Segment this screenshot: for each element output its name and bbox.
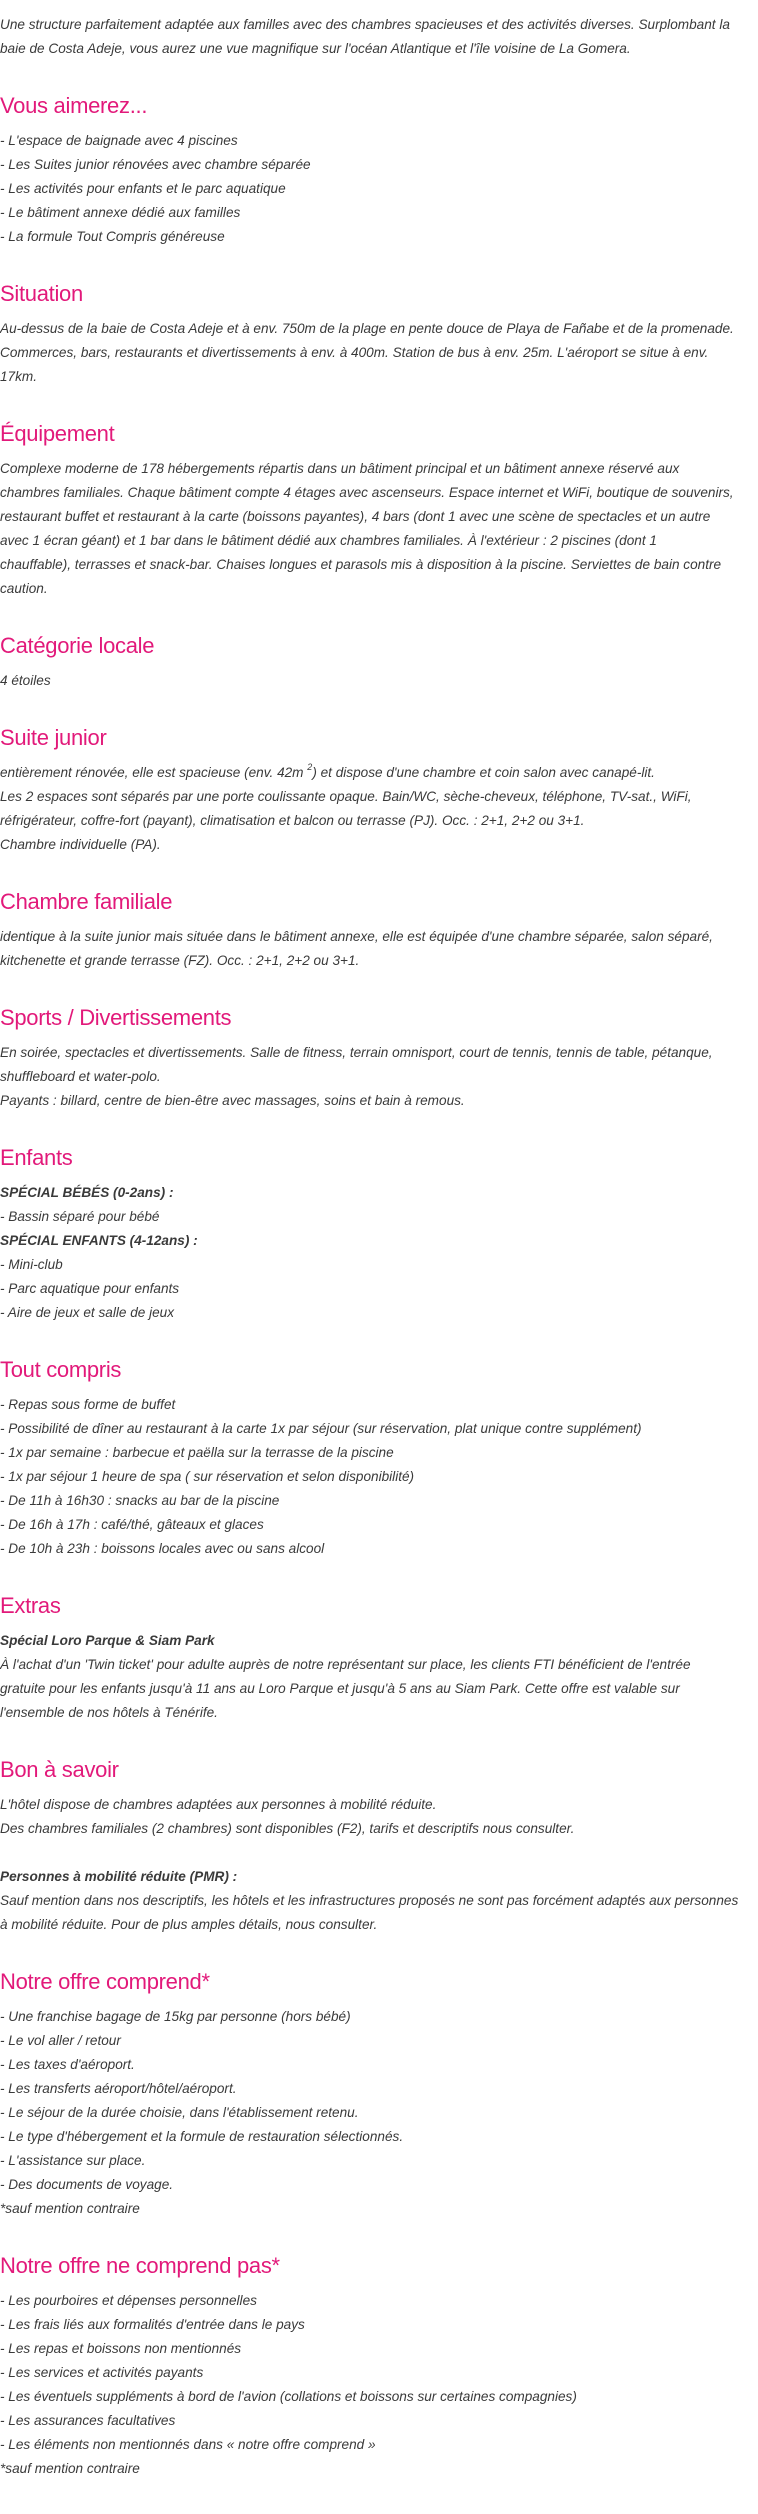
section-title: Suite junior [0, 725, 107, 750]
text-line: Complexe moderne de 178 hébergements répartis dans un bâtiment principal et un bâtiment annexe réservé aux [0, 461, 680, 476]
footnote: *sauf mention contraire [0, 2201, 140, 2216]
text-line: 4 étoiles [0, 673, 51, 688]
section-title: Vous aimerez... [0, 93, 148, 118]
text-line: Des chambres familiales (2 chambres) sont disponibles (F2), tarifs et descriptifs nous consulter. [0, 1821, 575, 1836]
list-item: - Parc aquatique pour enfants [0, 1281, 180, 1296]
section-category [0, 631, 758, 693]
text-line: caution. [0, 581, 48, 596]
list-item: - Les transferts aéroport/hôtel/aéroport. [0, 2081, 237, 2096]
section-good-to-know [0, 1755, 758, 1937]
section-sports [0, 1003, 758, 1113]
text-line: kitchenette et grande terrasse (FZ). Occ. : 2+1, 2+2 ou 3+1. [0, 953, 360, 968]
section-title: Bon à savoir [0, 1757, 119, 1782]
subheading: SPÉCIAL BÉBÉS (0-2ans) : [0, 1185, 174, 1200]
superscript: 2 [307, 762, 313, 773]
section-body [0, 1393, 758, 1561]
section-title: Tout compris [0, 1357, 122, 1382]
text-line: Sauf mention dans nos descriptifs, les hôtels et les infrastructures proposés ne sont pas forcément adaptés aux personnes [0, 1893, 739, 1908]
intro-paragraph [0, 0, 758, 61]
section-title: Notre offre comprend* [0, 1969, 210, 1994]
list-item: - Les repas et boissons non mentionnés [0, 2341, 242, 2356]
section-extras [0, 1591, 758, 1725]
list-item: - Une franchise bagage de 15kg par personne (hors bébé) [0, 2009, 351, 2024]
section-highlights [0, 91, 758, 249]
section-title: Situation [0, 281, 83, 306]
list-item: - Les activités pour enfants et le parc aquatique [0, 181, 286, 196]
text-line [0, 761, 758, 785]
text-line: En soirée, spectacles et divertissements. Salle de fitness, terrain omnisport, court de tennis, tennis de table, pétanque, [0, 1045, 713, 1060]
section-offer-excludes [0, 2251, 758, 2481]
text-line: l'ensemble de nos hôtels à Ténérife. [0, 1705, 218, 1720]
section-body [0, 317, 758, 389]
list-item: - Aire de jeux et salle de jeux [0, 1305, 175, 1320]
list-item: - Les éléments non mentionnés dans « notre offre comprend » [0, 2437, 376, 2452]
list-item: - Les pourboires et dépenses personnelles [0, 2293, 257, 2308]
text-line: identique à la suite junior mais située dans le bâtiment annexe, elle est équipée d'une chambre séparée, salon séparé, [0, 929, 713, 944]
text-fragment: ) et dispose d'une chambre et coin salon avec canapé-lit. [312, 765, 655, 780]
list-item: - Les Suites junior rénovées avec chambre séparée [0, 157, 311, 172]
section-body [0, 925, 758, 973]
section-title: Sports / Divertissements [0, 1005, 232, 1030]
section-body [0, 2005, 758, 2221]
list-item: - De 11h à 16h30 : snacks au bar de la piscine [0, 1493, 280, 1508]
list-item: - 1x par séjour 1 heure de spa ( sur réservation et selon disponibilité) [0, 1469, 415, 1484]
text-line: Payants : billard, centre de bien-être avec massages, soins et bain à remous. [0, 1093, 465, 1108]
list-item: - De 10h à 23h : boissons locales avec ou sans alcool [0, 1541, 325, 1556]
text-line: L'hôtel dispose de chambres adaptées aux personnes à mobilité réduite. [0, 1797, 437, 1812]
text-line: gratuite pour les enfants jusqu'à 11 ans au Loro Parque et jusqu'à 5 ans au Siam Park. Cette offre est valable sur [0, 1681, 680, 1696]
section-kids [0, 1143, 758, 1325]
text-line: Les 2 espaces sont séparés par une porte coulissante opaque. Bain/WC, sèche-cheveux, téléphone, TV-sat., WiFi, [0, 789, 692, 804]
list-item: - La formule Tout Compris généreuse [0, 229, 225, 244]
section-junior-suite [0, 723, 758, 857]
text-line: baie de Costa Adeje, vous aurez une vue magnifique sur l'océan Atlantique et l'île voisine de La Gomera. [0, 41, 631, 56]
list-item: - Le bâtiment annexe dédié aux familles [0, 205, 241, 220]
list-item: - Le séjour de la durée choisie, dans l'établissement retenu. [0, 2105, 359, 2120]
list-item: - Possibilité de dîner au restaurant à la carte 1x par séjour (sur réservation, plat unique contre supplément) [0, 1421, 642, 1436]
section-offer-includes [0, 1967, 758, 2221]
list-item: - De 16h à 17h : café/thé, gâteaux et glaces [0, 1517, 264, 1532]
section-body [0, 1629, 758, 1725]
text-line: shuffleboard et water-polo. [0, 1069, 161, 1084]
text-line: Chambre individuelle (PA). [0, 837, 161, 852]
section-title: Équipement [0, 421, 115, 446]
section-facilities [0, 419, 758, 601]
section-title: Catégorie locale [0, 633, 155, 658]
text-line: restaurant buffet et restaurant à la carte (boissons payantes), 4 bars (dont 1 avec une scène de spectacles et un autre [0, 509, 711, 524]
list-item: - L'espace de baignade avec 4 piscines [0, 133, 238, 148]
list-item: - Les assurances facultatives [0, 2413, 176, 2428]
text-line: Une structure parfaitement adaptée aux familles avec des chambres spacieuses et des activités diverses. Surplombant la [0, 17, 730, 32]
list-item: - Repas sous forme de buffet [0, 1397, 176, 1412]
text-fragment: entièrement rénovée, elle est spacieuse (env. 42m [0, 765, 308, 780]
subheading: SPÉCIAL ENFANTS (4-12ans) : [0, 1233, 198, 1248]
section-title: Extras [0, 1593, 61, 1618]
list-item: - Le type d'hébergement et la formule de restauration sélectionnés. [0, 2129, 404, 2144]
list-item: - Les services et activités payants [0, 2365, 204, 2380]
list-item: - Bassin séparé pour bébé [0, 1209, 160, 1224]
text-line: chauffable), terrasses et snack-bar. Chaises longues et parasols mis à disposition à la piscine. Serviettes de bain contre [0, 557, 722, 572]
section-title: Chambre familiale [0, 889, 173, 914]
text-line: Commerces, bars, restaurants et divertissements à env. à 400m. Station de bus à env. 25m. L'aéroport se situe à env. [0, 345, 709, 360]
footnote: *sauf mention contraire [0, 2461, 140, 2476]
spacer [0, 1841, 758, 1865]
list-item: - Des documents de voyage. [0, 2177, 174, 2192]
section-body [0, 1793, 758, 1937]
section-family-room [0, 887, 758, 973]
text-line: À l'achat d'un 'Twin ticket' pour adulte auprès de notre représentant sur place, les clients FTI bénéficient de l'entrée [0, 1657, 691, 1672]
section-body [0, 1041, 758, 1113]
list-item: - L'assistance sur place. [0, 2153, 146, 2168]
text-line: Au-dessus de la baie de Costa Adeje et à env. 750m de la plage en pente douce de Playa de Fañabe et de la promenade. [0, 321, 734, 336]
text-line: 17km. [0, 369, 38, 384]
section-location [0, 279, 758, 389]
list-item: - Les éventuels suppléments à bord de l'avion (collations et boissons sur certaines compagnies) [0, 2389, 577, 2404]
section-body [0, 129, 758, 249]
section-body [0, 1181, 758, 1325]
subheading: Personnes à mobilité réduite (PMR) : [0, 1869, 238, 1884]
list-item: - 1x par semaine : barbecue et paëlla sur la terrasse de la piscine [0, 1445, 394, 1460]
text-line: réfrigérateur, coffre-fort (payant), climatisation et balcon ou terrasse (PJ). Occ. : 2+1, 2+2 ou 3+1. [0, 813, 585, 828]
section-title: Notre offre ne comprend pas* [0, 2253, 280, 2278]
section-all-inclusive [0, 1355, 758, 1561]
section-body [0, 669, 758, 693]
text-line: avec 1 écran géant) et 1 bar dans le bâtiment dédié aux chambres familiales. À l'extérieur : 2 piscines (dont 1 [0, 533, 657, 548]
section-body [0, 761, 758, 857]
list-item: - Les frais liés aux formalités d'entrée dans le pays [0, 2317, 305, 2332]
list-item: - Les taxes d'aéroport. [0, 2057, 135, 2072]
text-line: chambres familiales. Chaque bâtiment compte 4 étages avec ascenseurs. Espace internet et WiFi, boutique de souvenirs, [0, 485, 734, 500]
list-item: - Mini-club [0, 1257, 63, 1272]
list-item: - Le vol aller / retour [0, 2033, 121, 2048]
subheading: Spécial Loro Parque & Siam Park [0, 1633, 215, 1648]
section-body [0, 2289, 758, 2481]
section-body [0, 457, 758, 601]
text-line: à mobilité réduite. Pour de plus amples détails, nous consulter. [0, 1917, 378, 1932]
section-title: Enfants [0, 1145, 73, 1170]
